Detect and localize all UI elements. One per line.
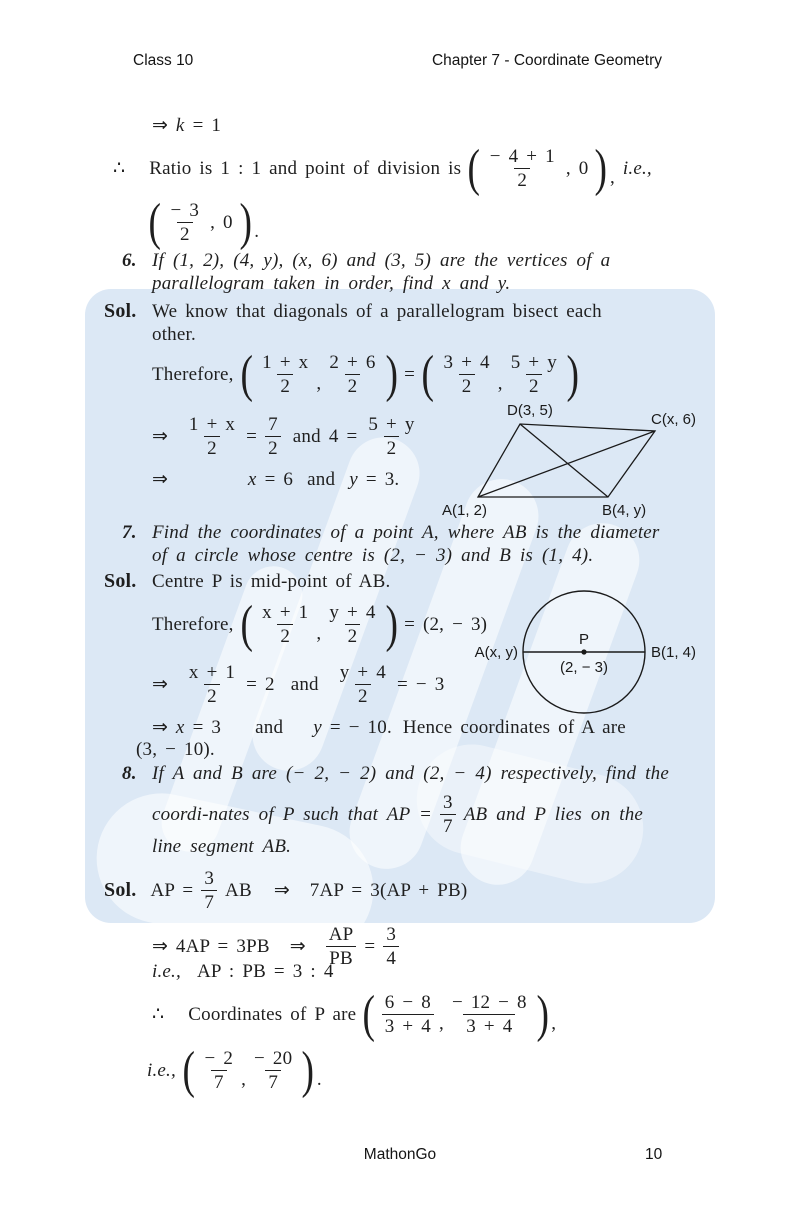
- sol-6-implies-2: [152, 468, 399, 491]
- sol-6-implies-1: [152, 414, 418, 460]
- fraction: $\frac{x + 1}{2}$: [262, 602, 309, 648]
- eq-k-line: [152, 114, 221, 137]
- ab-label: AB: [225, 879, 252, 901]
- and-word: and: [290, 673, 319, 695]
- implies-icon: ⇒: [152, 674, 168, 696]
- sol-7-label: Sol.: [104, 570, 137, 592]
- close-paren: ): [385, 345, 398, 403]
- point-y-value: , 0: [565, 157, 589, 179]
- ie-label: i.e.,: [147, 1059, 176, 1081]
- sol-6-line2: other.: [152, 324, 196, 345]
- and-word: and: [307, 468, 336, 490]
- x-value: = 6: [264, 468, 294, 490]
- sol-6-label: Sol.: [104, 300, 137, 322]
- close-paren: ): [536, 985, 549, 1043]
- ratio-text: Ratio is 1 : 1 and point of division is: [149, 157, 462, 179]
- question-6-line1: If (1, 2), (4, y), (x, 6) and (3, 5) are the vertices of a: [152, 250, 611, 271]
- sol-8-label: Sol.: [104, 879, 137, 902]
- fraction: $\frac{- 12 - 8}{3 + 4}$: [451, 992, 527, 1038]
- centre-P-label: P: [578, 631, 590, 648]
- vertex-A-label: A(1, 2): [442, 502, 488, 519]
- variable-k: k: [175, 114, 185, 136]
- circle-figure: [470, 585, 720, 721]
- therefore-icon: ∴: [113, 158, 126, 180]
- open-paren: (: [148, 193, 162, 251]
- ratio-eq: 4AP = 3PB: [175, 935, 270, 957]
- therefore-word: Therefore,: [152, 363, 234, 385]
- fraction: $\frac{3}{7}$: [440, 792, 456, 838]
- point-A-label: A(x, y): [474, 644, 518, 661]
- sol-7-implies-1: [152, 662, 444, 708]
- ie-label: i.e.,: [152, 961, 181, 982]
- y-value: = 3.: [365, 468, 400, 490]
- point-B-label: B(1, 4): [651, 644, 697, 661]
- variable-x: x: [175, 716, 185, 738]
- variable-x: x: [247, 468, 257, 490]
- sol-8-line1: [104, 868, 467, 914]
- open-paren: (: [182, 1041, 196, 1099]
- question-8-line3: line segment AB.: [152, 836, 292, 857]
- question-7-line1: Find the coordinates of a point A, where AB is the diameter: [152, 522, 660, 543]
- equals: =: [404, 363, 416, 385]
- close-paren: ): [239, 193, 252, 251]
- equals-neg3: = − 3: [396, 673, 445, 695]
- fraction: $\frac{2 + 6}{2}$: [329, 352, 376, 398]
- fraction: $\frac{y + 4}{2}$: [339, 662, 386, 708]
- sol-6-line1: We know that diagonals of a parallelogram bisect each: [152, 301, 602, 322]
- variable-y: y: [349, 468, 358, 490]
- implies-icon: ⇒: [152, 717, 168, 738]
- comma: ,: [497, 372, 503, 394]
- open-paren: (: [240, 345, 253, 403]
- implies-icon: ⇒: [152, 936, 168, 958]
- open-paren: (: [240, 595, 253, 653]
- open-paren: (: [467, 139, 481, 197]
- fraction: $\frac{- 3}{2}$: [170, 200, 200, 246]
- header-class: Class 10: [133, 52, 194, 69]
- fraction: $\frac{AP}{PB}$: [326, 924, 357, 970]
- ratio-result-line: [148, 193, 260, 251]
- comma: ,: [241, 1068, 247, 1090]
- fraction: $\frac{6 - 8}{3 + 4}$: [382, 992, 434, 1038]
- close-paren: ): [385, 595, 398, 653]
- equals-2: = 2: [246, 673, 275, 695]
- question-6-line2: parallelogram taken in order, find x and y.: [152, 273, 511, 294]
- parallelogram-outline: [478, 424, 655, 497]
- therefore-word: Therefore,: [152, 613, 234, 635]
- k-value: = 1: [192, 114, 222, 136]
- fraction: $\frac{- 20}{7}$: [254, 1048, 293, 1094]
- sol-7-line1: Centre P is mid-point of AB.: [152, 571, 391, 592]
- sol-6-midpoint-equation: [152, 345, 580, 403]
- implies-icon: ⇒: [152, 115, 168, 136]
- question-8-number: 8.: [122, 763, 137, 784]
- comma: ,: [439, 1012, 444, 1034]
- sol-7-result: (3, − 10).: [136, 739, 215, 760]
- comma: ,: [316, 372, 322, 394]
- sol-8-result-line: [147, 1041, 322, 1099]
- fraction: $\frac{3 + 4}{2}$: [443, 352, 490, 398]
- ratio-line: [113, 139, 652, 197]
- sol-8-coordinates-line: [152, 985, 557, 1043]
- fraction: $\frac{x + 1}{2}$: [188, 662, 236, 708]
- coordinates-lead: Coordinates of P are: [188, 1003, 357, 1025]
- ap-equals: AP =: [150, 879, 194, 901]
- sol-7-midpoint-equation: [152, 595, 488, 653]
- equals: =: [246, 425, 258, 447]
- close-paren: ): [594, 139, 608, 197]
- vertex-C-label: C(x, 6): [651, 411, 696, 428]
- question-8-line2: coordi-nates of P such that AP = $\frac{3}{7}$ AB and P lies on the: [152, 792, 644, 838]
- implies-icon: ⇒: [289, 936, 306, 958]
- open-paren: (: [421, 345, 435, 403]
- fraction: $\frac{- 2}{7}$: [204, 1048, 234, 1094]
- ie-label: i.e.,: [622, 157, 652, 179]
- centre-coords-label: (2, − 3): [560, 659, 608, 676]
- comma: ,: [609, 166, 615, 188]
- diagonal-DB: [520, 424, 608, 497]
- implies-icon: ⇒: [152, 469, 168, 490]
- vertex-D-label: D(3, 5): [507, 402, 553, 419]
- fraction: $\frac{3}{4}$: [383, 924, 399, 970]
- fraction: $\frac{1 + x}{2}$: [188, 414, 236, 460]
- comma: ,: [316, 622, 322, 644]
- comma: ,: [551, 1012, 557, 1034]
- fraction: $\frac{7}{2}$: [265, 414, 281, 460]
- expansion: 7AP = 3(AP + PB): [309, 879, 468, 901]
- footer-brand: MathonGo: [363, 1146, 437, 1163]
- question-7-line2: of a circle whose centre is (2, − 3) and B is (1, 4).: [152, 545, 594, 566]
- close-paren: ): [301, 1041, 315, 1099]
- therefore-icon: ∴: [152, 1004, 165, 1026]
- header-chapter: Chapter 7 - Coordinate Geometry: [431, 52, 662, 69]
- fraction: $\frac{1 + x}{2}$: [262, 352, 309, 398]
- fraction: $\frac{y + 4}{2}$: [329, 602, 376, 648]
- x-value: = 3: [192, 716, 222, 738]
- point-y-value: , 0: [210, 211, 233, 233]
- diagonal-AC: [478, 431, 655, 497]
- implies-icon: ⇒: [152, 426, 168, 448]
- hence-text: Hence coordinates of A are: [402, 716, 626, 738]
- question-8-line1: If A and B are (− 2, − 2) and (2, − 4) respectively, find the: [152, 763, 669, 784]
- y-value: = − 10.: [329, 716, 392, 738]
- vertex-B-label: B(4, y): [602, 502, 647, 519]
- fraction: $\frac{3}{7}$: [201, 868, 217, 914]
- variable-y: y: [313, 716, 322, 738]
- implies-icon: ⇒: [273, 880, 290, 902]
- equals-point: = (2, − 3): [404, 613, 488, 635]
- open-paren: (: [362, 985, 376, 1043]
- parallelogram-figure: [430, 398, 720, 522]
- equals: =: [364, 935, 376, 957]
- period: .: [316, 1068, 322, 1090]
- ratio-result: AP : PB = 3 : 4: [196, 961, 334, 982]
- question-7-number: 7.: [122, 522, 137, 543]
- fraction: $\frac{5 + y}{2}$: [510, 352, 557, 398]
- sol-8-line3: [152, 961, 334, 983]
- fraction: $\frac{5 + y}{2}$: [368, 414, 415, 460]
- and-word: and: [292, 425, 321, 447]
- question-6-number: 6.: [122, 250, 137, 271]
- four-equals: 4 =: [328, 425, 358, 447]
- fraction: $\frac{- 4 + 1}{2}$: [489, 146, 555, 192]
- period: .: [254, 220, 260, 242]
- centre-dot: [581, 649, 586, 654]
- and-word: and: [255, 716, 284, 738]
- footer-page-number: 10: [645, 1146, 663, 1163]
- close-paren: ): [566, 345, 580, 403]
